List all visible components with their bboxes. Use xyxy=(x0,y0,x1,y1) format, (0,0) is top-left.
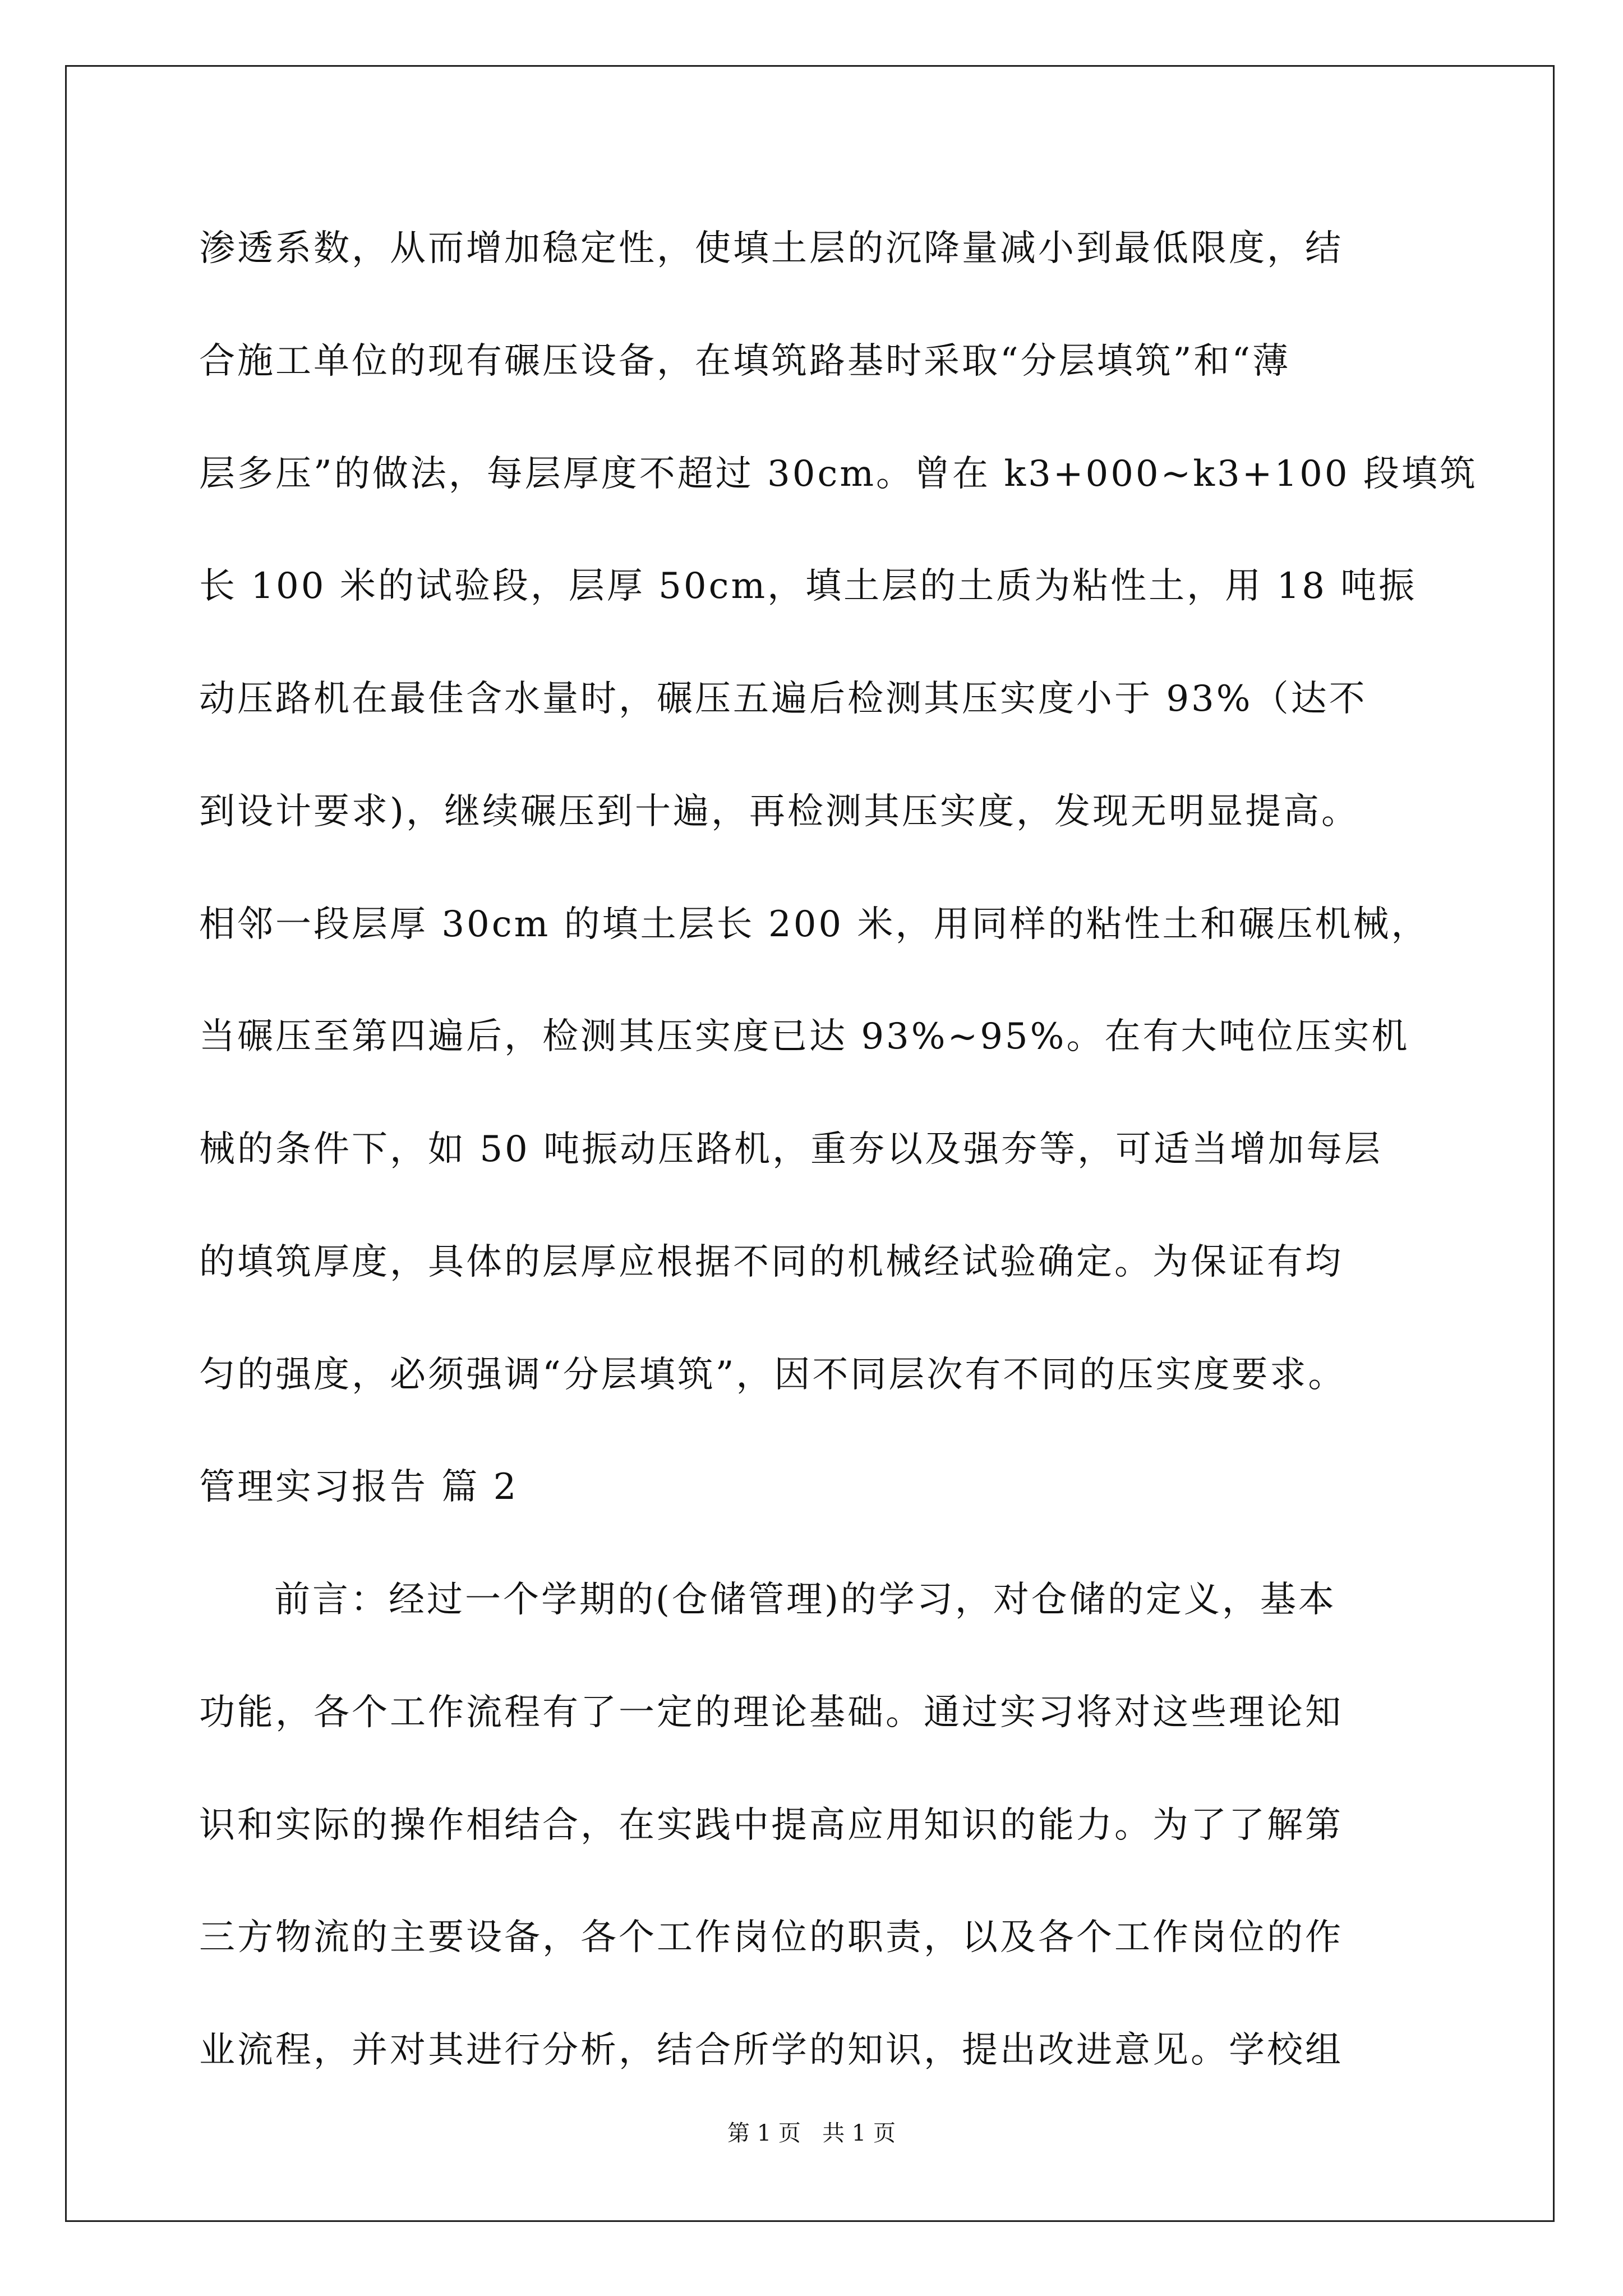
body-line-7: 相邻一段层厚 30cm 的填土层长 200 米，用同样的粘性土和碾压机械， xyxy=(199,904,1430,945)
body-line-10: 的填筑厚度，具体的层厚应根据不同的机械经试验确定。为保证有均 xyxy=(199,1241,1343,1283)
body-line-3: 层多压”的做法，每层厚度不超过 30cm。曾在 k3+000~k3+100 段填筑 xyxy=(199,453,1478,495)
body-line-5: 动压路机在最佳含水量时，碾压五遍后检测其压实度小于 93%（达不 xyxy=(199,678,1367,720)
body-line-8: 当碾压至第四遍后，检测其压实度已达 93%~95%。在有大吨位压实机 xyxy=(199,1016,1410,1057)
section-line-1: 前言：经过一个学期的(仓储管理)的学习，对仓储的定义，基本 xyxy=(274,1579,1336,1621)
body-line-11: 匀的强度，必须强调“分层填筑”，因不同层次有不同的压实度要求。 xyxy=(199,1354,1347,1396)
body-line-4: 长 100 米的试验段，层厚 50cm，填土层的土质为粘性土，用 18 吨振 xyxy=(199,565,1417,607)
section-line-2: 功能，各个工作流程有了一定的理论基础。通过实习将对这些理论知 xyxy=(199,1692,1343,1733)
section-line-5: 业流程，并对其进行分析，结合所学的知识，提出改进意见。学校组 xyxy=(199,2030,1343,2071)
section-line-4: 三方物流的主要设备，各个工作岗位的职责，以及各个工作岗位的作 xyxy=(199,1917,1343,1958)
body-line-1: 渗透系数，从而增加稳定性，使填土层的沉降量减小到最低限度，结 xyxy=(199,228,1343,269)
body-line-6: 到设计要求)，继续碾压到十遍，再检测其压实度，发现无明显提高。 xyxy=(199,791,1359,832)
section-heading: 管理实习报告 篇 2 xyxy=(199,1466,519,1508)
body-line-9: 械的条件下，如 50 吨振动压路机，重夯以及强夯等，可适当增加每层 xyxy=(199,1129,1383,1170)
page-footer: 第 1 页 共 1 页 xyxy=(727,2120,896,2146)
body-line-2: 合施工单位的现有碾压设备，在填筑路基时采取“分层填筑”和“薄 xyxy=(199,341,1291,382)
section-line-3: 识和实际的操作相结合，在实践中提高应用知识的能力。为了了解第 xyxy=(199,1805,1343,1846)
